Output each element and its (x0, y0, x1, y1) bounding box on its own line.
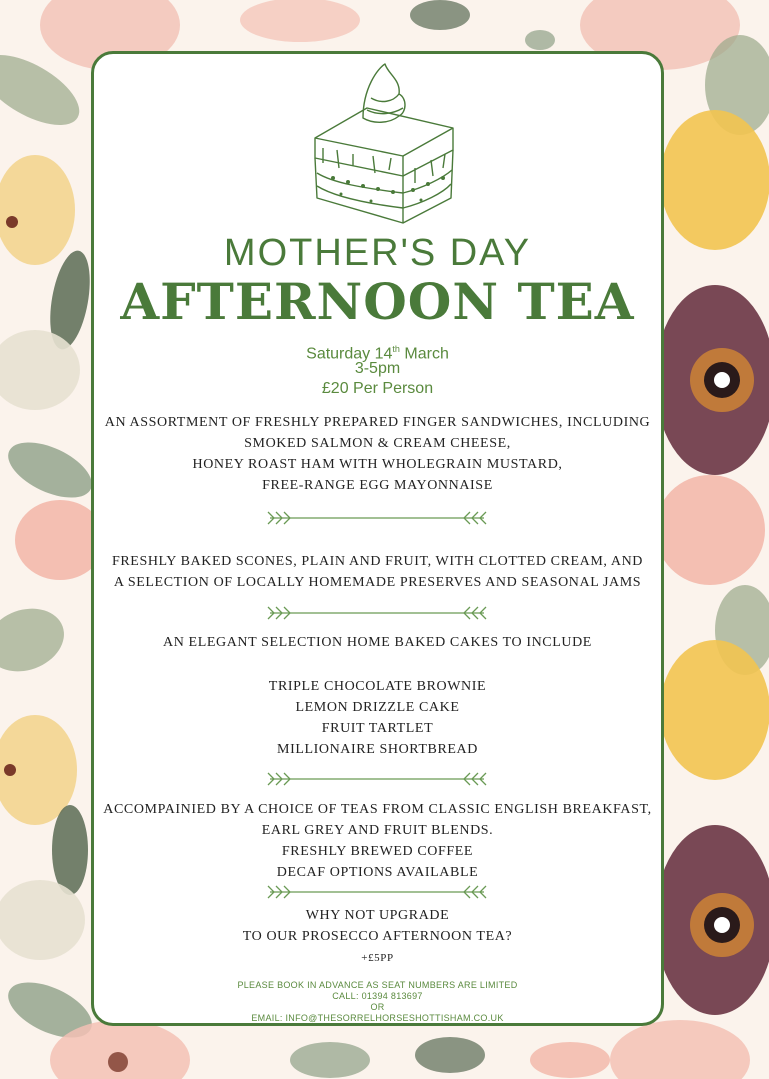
event-time: 3-5pm (354, 360, 401, 377)
event-day: Saturday 14 (306, 345, 393, 363)
title-afternoon-tea: AFTERNOON TEA (120, 272, 635, 331)
sandwiches-section (91, 412, 664, 496)
menu-line: WHY NOT UPGRADE (305, 908, 450, 923)
arrow-divider-icon (264, 510, 490, 526)
list-item: FRUIT TARTLET (321, 721, 434, 736)
arrow-divider-icon (264, 884, 490, 900)
menu-line: A SELECTION OF LOCALLY HOMEMADE PRESERVES AND SEASONAL JAMS (113, 575, 642, 590)
cakes-intro: AN ELEGANT SELECTION HOME BAKED CAKES TO INCLUDE (163, 635, 592, 650)
arrow-divider-icon (264, 605, 490, 621)
menu-line: DECAF OPTIONS AVAILABLE (276, 865, 479, 880)
title-mothers-day: MOTHER'S DAY (223, 232, 532, 274)
menu-line: SMOKED SALMON & CREAM CHEESE, (244, 436, 511, 451)
event-month: March (404, 345, 449, 363)
menu-line: ACCOMPAINIED BY A CHOICE OF TEAS FROM CLASSIC ENGLISH BREAKFAST, (103, 802, 652, 817)
menu-line: FRESHLY BAKED SCONES, PLAIN AND FRUIT, WITH CLOTTED CREAM, AND (111, 554, 643, 569)
event-price: £20 Per Person (321, 380, 434, 397)
arrow-divider-icon (264, 771, 490, 787)
list-item: LEMON DRIZZLE CAKE (295, 700, 460, 715)
booking-info (91, 980, 664, 1024)
drinks-section (91, 799, 664, 883)
booking-email: EMAIL: INFO@THESORRELHORSESHOTTISHAM.CO.UK (251, 1013, 504, 1023)
menu-line: TO OUR PROSECCO AFTERNOON TEA? (242, 929, 513, 944)
scones-section (91, 551, 664, 593)
menu-line: FREE-RANGE EGG MAYONNAISE (262, 478, 493, 493)
event-day-suffix: th (392, 344, 400, 354)
booking-phone: CALL: 01394 813697 (332, 991, 423, 1001)
upgrade-section (91, 905, 664, 947)
booking-or: OR (370, 1002, 385, 1012)
list-item: TRIPLE CHOCOLATE BROWNIE (268, 679, 487, 694)
upgrade-price: +£5PP (361, 952, 394, 964)
menu-line: EARL GREY AND FRUIT BLENDS. (261, 823, 494, 838)
booking-note: PLEASE BOOK IN ADVANCE AS SEAT NUMBERS ARE LIMITED (237, 980, 518, 990)
cakes-list (91, 676, 664, 760)
menu-line: AN ASSORTMENT OF FRESHLY PREPARED FINGER SANDWICHES, INCLUDING (104, 415, 651, 430)
menu-line: FRESHLY BREWED COFFEE (281, 844, 474, 859)
list-item: MILLIONAIRE SHORTBREAD (277, 742, 478, 757)
cupcake-illustration (303, 58, 463, 228)
menu-line: HONEY ROAST HAM WITH WHOLEGRAIN MUSTARD, (192, 457, 563, 472)
